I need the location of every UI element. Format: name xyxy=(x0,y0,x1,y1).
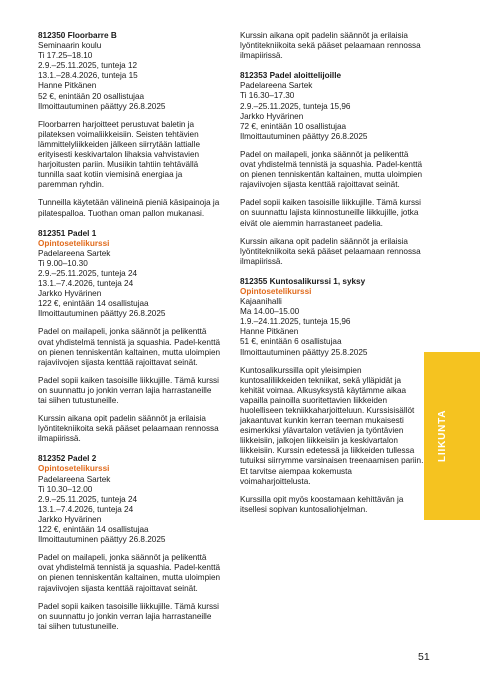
course-description: Kurssin aikana opit padelin säännöt ja erilaisia lyöntitekniikoita sekä pääset pelaamaan rennossa ilmapiirissä. xyxy=(240,236,421,266)
course-price: 72 €, enintään 10 osallistujaa xyxy=(240,121,347,131)
course-time: Ti 9.00–10.30 xyxy=(38,258,88,268)
course-registration-deadline: Ilmoittautuminen päättyy 26.8.2025 xyxy=(240,131,368,141)
course-header xyxy=(38,454,222,545)
course-registration-deadline: Ilmoittautuminen päättyy 26.8.2025 xyxy=(38,101,166,111)
course-description: Padel sopii kaiken tasoisille liikkujille. Tämä kurssi on suunnattu jo jonkin verran lajia harrastaneille tai siihen tutustuneille. xyxy=(38,375,219,405)
course-description: Kurssilla opit myös koostamaan kehittävän ja itsellesi sopivan kuntosaliohjelman. xyxy=(240,494,404,514)
course-description: Padel on mailapeli, jonka säännöt ja pelikenttä ovat yhdistelmä tennistä ja squashia. Padel-kenttä on pienen tenniskentän kaltainen, mutta uloimpien rajaviivojen sijasta kenttää rajoittavat seinät. xyxy=(38,553,221,593)
course-teacher: Jarkko Hyvärinen xyxy=(38,514,102,524)
course-812350 xyxy=(38,31,222,219)
course-dates-spring: 13.1.–7.4.2026, tunteja 24 xyxy=(38,279,134,289)
course-dates-spring: 13.1.–7.4.2026, tunteja 24 xyxy=(38,504,134,514)
course-812351 xyxy=(38,229,222,445)
course-dates-autumn: 2.9.–25.11.2025, tunteja 12 xyxy=(38,61,138,71)
course-dates-spring: 13.1.–28.4.2026, tunteja 15 xyxy=(38,71,138,81)
course-header xyxy=(240,71,424,142)
course-title: 812352 Padel 2 xyxy=(38,454,97,464)
course-registration-deadline: Ilmoittautuminen päättyy 26.8.2025 xyxy=(38,309,166,319)
course-dates-autumn: 2.9.–25.11.2025, tunteja 24 xyxy=(38,268,138,278)
section-label: LIIKUNTA xyxy=(437,409,448,462)
course-description: Padel sopii kaiken tasoisille liikkujille. Tämä kurssi on suunnattu jo jonkin verran lajia harrastaneille tai siihen tutustuneille. xyxy=(38,601,219,631)
course-header xyxy=(38,229,222,320)
course-description: Padel on mailapeli, jonka säännöt ja pelikenttä ovat yhdistelmä tennistä ja squashia. Padel-kenttä on pienen tenniskentän kaltainen, mutta uloimpien rajaviivojen sijasta kenttää rajoittavat seinät. xyxy=(38,327,221,367)
course-location: Kajaanihalli xyxy=(240,297,282,307)
course-description: Kuntosalikurssilla opit yleisimpien kuntosaliliikkeiden tekniikat, sekä ylläpidät ja kehität voimaa. Alkusyksystä käytämme aikaa vapailla painoilla suoritettavien liikkeiden huolelliseen tekniikkaharjoitteluun. Kurssisisällöt jakaantuvat kunkin kerran teeman mukaisesti esimerkiksi ylävartalon vetävien ja työntävien liikkeisiin, jalkojen liikkeisiin ja keskivartalon liikkeisiin. Kurssin edetessä ja liikkeiden tullessa tutuiksi siirrymme varsinaisen treenaamisen pariin. Et tarvitse aiempaa kokemusta voimaharjoittelusta. xyxy=(240,365,424,486)
course-location: Seminaarin koulu xyxy=(38,41,102,51)
course-description: Kurssin aikana opit padelin säännöt ja erilaisia lyöntitekniikoita sekä pääset pelaamaan rennossa ilmapiirissä. xyxy=(240,31,421,61)
course-dates-autumn: 2.9.–25.11.2025, tunteja 24 xyxy=(38,494,138,504)
course-location: Padelareena Sartek xyxy=(38,474,111,484)
course-description: Kurssin aikana opit padelin säännöt ja erilaisia lyöntitekniikoita sekä pääset pelaamaan rennossa ilmapiirissä. xyxy=(38,414,219,444)
course-description: Floorbarren harjoitteet perustuvat baletin ja pilateksen voimaliikkeisiin. Seisten tehtävien lämmittelyliikkeiden jälkeen siirrytään lattialle erityisesti keskivartalon lihaksia vahvistavien harjoitusten pariin. Musiikin tahtiin tehtävällä tunnilla saat kotiin viemisinä energiaa ja paremman ryhdin. xyxy=(38,119,200,190)
course-header xyxy=(240,277,424,358)
course-812352-continued xyxy=(240,31,424,61)
course-812353 xyxy=(240,71,424,267)
course-title: 812355 Kuntosalikurssi 1, syksy xyxy=(240,276,366,286)
course-header xyxy=(38,31,222,112)
course-dates-autumn: 1.9.–24.11.2025, tunteja 15,96 xyxy=(240,317,351,327)
course-teacher: Hanne Pitkänen xyxy=(38,81,97,91)
course-812355 xyxy=(240,277,424,515)
course-time: Ti 17.25–18.10 xyxy=(38,51,93,61)
right-column xyxy=(240,31,424,525)
course-title: 812351 Padel 1 xyxy=(38,228,97,238)
course-dates-autumn: 2.9.–25.11.2025, tunteja 15,96 xyxy=(240,101,351,111)
course-time: Ma 14.00–15.00 xyxy=(240,307,300,317)
left-column xyxy=(38,31,222,642)
course-registration-deadline: Ilmoittautuminen päättyy 25.8.2025 xyxy=(240,347,368,357)
course-title: 812353 Padel aloittelijoille xyxy=(240,71,342,81)
section-tab xyxy=(424,352,480,520)
course-price: 122 €, enintään 14 osallistujaa xyxy=(38,525,149,535)
course-location: Padelareena Sartek xyxy=(38,248,111,258)
voucher-badge: Opintosetelikurssi xyxy=(38,464,110,474)
voucher-badge: Opintosetelikurssi xyxy=(240,286,312,296)
course-teacher: Jarkko Hyvärinen xyxy=(38,289,102,299)
course-price: 122 €, enintään 14 osallistujaa xyxy=(38,299,149,309)
course-time: Ti 16.30–17.30 xyxy=(240,91,295,101)
course-price: 52 €, enintään 20 osallistujaa xyxy=(38,91,145,101)
course-teacher: Hanne Pitkänen xyxy=(240,327,299,337)
course-teacher: Jarkko Hyvärinen xyxy=(240,111,304,121)
course-title: 812350 Floorbarre B xyxy=(38,31,117,40)
course-time: Ti 10.30–12.00 xyxy=(38,484,93,494)
course-description: Padel sopii kaiken tasoisille liikkujille. Tämä kurssi on suunnattu lajista kiinnostuneille liikkujille, jotka eivät ole aiemmin harrastaneet padelia. xyxy=(240,198,421,228)
voucher-badge: Opintosetelikurssi xyxy=(38,238,110,248)
course-812352 xyxy=(38,454,222,632)
page-number: 51 xyxy=(418,651,430,663)
course-description: Tunneilla käytetään välineinä pieniä käsipainoja ja pilatespalloa. Tuothan oman pallon mukanasi. xyxy=(38,198,220,218)
course-location: Padelareena Sartek xyxy=(240,81,313,91)
course-registration-deadline: Ilmoittautuminen päättyy 26.8.2025 xyxy=(38,535,166,545)
course-price: 51 €, enintään 6 osallistujaa xyxy=(240,337,342,347)
course-description: Padel on mailapeli, jonka säännöt ja pelikenttä ovat yhdistelmä tennistä ja squashia. Padel-kenttä on pienen tenniskentän kaltainen, mutta uloimpien rajaviivojen sijasta kenttää rajoittavat seinät. xyxy=(240,149,423,190)
